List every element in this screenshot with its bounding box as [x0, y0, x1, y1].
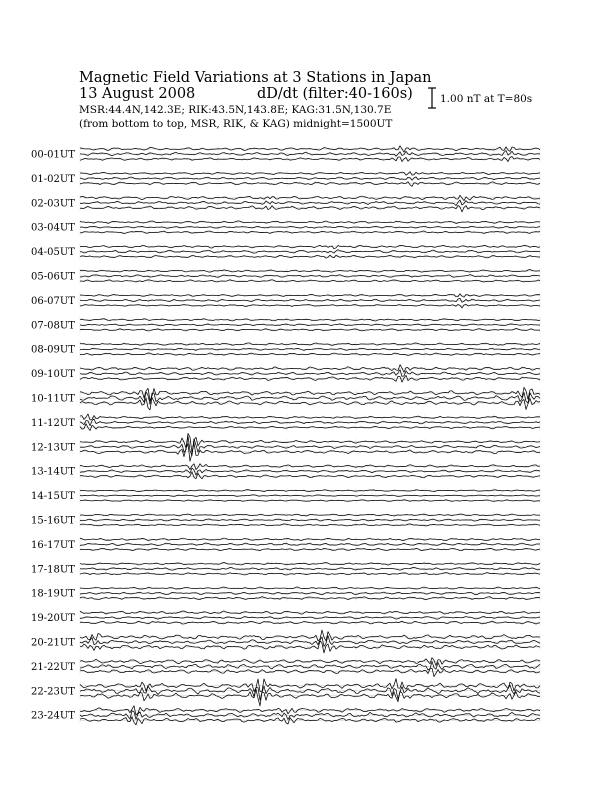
hour-row — [31, 195, 540, 212]
row-time-label: 14-15UT — [31, 491, 75, 503]
scale-label: 1.00 nT at T=80s — [440, 93, 533, 105]
hour-row — [31, 658, 540, 677]
hour-row — [31, 244, 540, 260]
row-time-label: 13-14UT — [31, 466, 75, 478]
hour-row — [31, 146, 540, 162]
row-time-label: 11-12UT — [31, 417, 75, 429]
hour-row — [31, 387, 540, 410]
row-time-label: 05-06UT — [31, 271, 75, 283]
hour-row — [31, 317, 540, 333]
row-time-label: 22-23UT — [31, 686, 75, 698]
hour-row — [31, 463, 540, 479]
hour-row — [31, 414, 540, 431]
row-time-label: 01-02UT — [31, 173, 75, 185]
hour-row — [31, 170, 540, 186]
station-coordinates: MSR:44.4N,142.3E; RIK:43.5N,143.8E; KAG:31.5N,130.7E — [79, 104, 392, 116]
row-time-label: 08-09UT — [31, 344, 75, 356]
hour-row — [31, 341, 540, 357]
row-time-label: 23-24UT — [31, 710, 75, 722]
date-label: 13 August 2008 — [79, 86, 196, 102]
hour-row — [31, 706, 540, 725]
row-time-label: 17-18UT — [31, 564, 75, 576]
page-title: Magnetic Field Variations at 3 Stations in Japan — [79, 70, 432, 86]
row-time-label: 16-17UT — [31, 539, 75, 551]
row-time-label: 10-11UT — [31, 393, 75, 405]
row-time-label: 18-19UT — [31, 588, 75, 600]
hour-row — [31, 433, 540, 461]
hour-row — [31, 268, 540, 284]
station-order-note: (from bottom to top, MSR, RIK, & KAG) midnight=1500UT — [79, 118, 393, 130]
hour-row — [31, 561, 540, 577]
row-time-label: 09-10UT — [31, 369, 75, 381]
row-time-label: 03-04UT — [31, 222, 75, 234]
row-time-label: 12-13UT — [31, 442, 75, 454]
row-time-label: 21-22UT — [31, 661, 75, 673]
hour-row — [31, 536, 540, 552]
row-time-label: 06-07UT — [31, 295, 75, 307]
hour-row — [31, 679, 540, 706]
row-time-label: 04-05UT — [31, 247, 75, 259]
row-time-label: 15-16UT — [31, 515, 75, 527]
row-time-label: 00-01UT — [31, 149, 75, 161]
row-time-label: 20-21UT — [31, 637, 75, 649]
hour-row — [31, 365, 540, 382]
row-time-label: 02-03UT — [31, 198, 75, 210]
row-time-label: 19-20UT — [31, 613, 75, 625]
hour-row — [31, 585, 540, 601]
row-time-label: 07-08UT — [31, 320, 75, 332]
hour-row — [31, 630, 540, 653]
hour-row — [31, 512, 540, 528]
hour-row — [31, 610, 540, 626]
filter-label: dD/dt (filter:40-160s) — [257, 86, 413, 102]
hour-row — [31, 488, 540, 504]
hour-row — [31, 219, 540, 235]
hour-row — [31, 292, 540, 308]
